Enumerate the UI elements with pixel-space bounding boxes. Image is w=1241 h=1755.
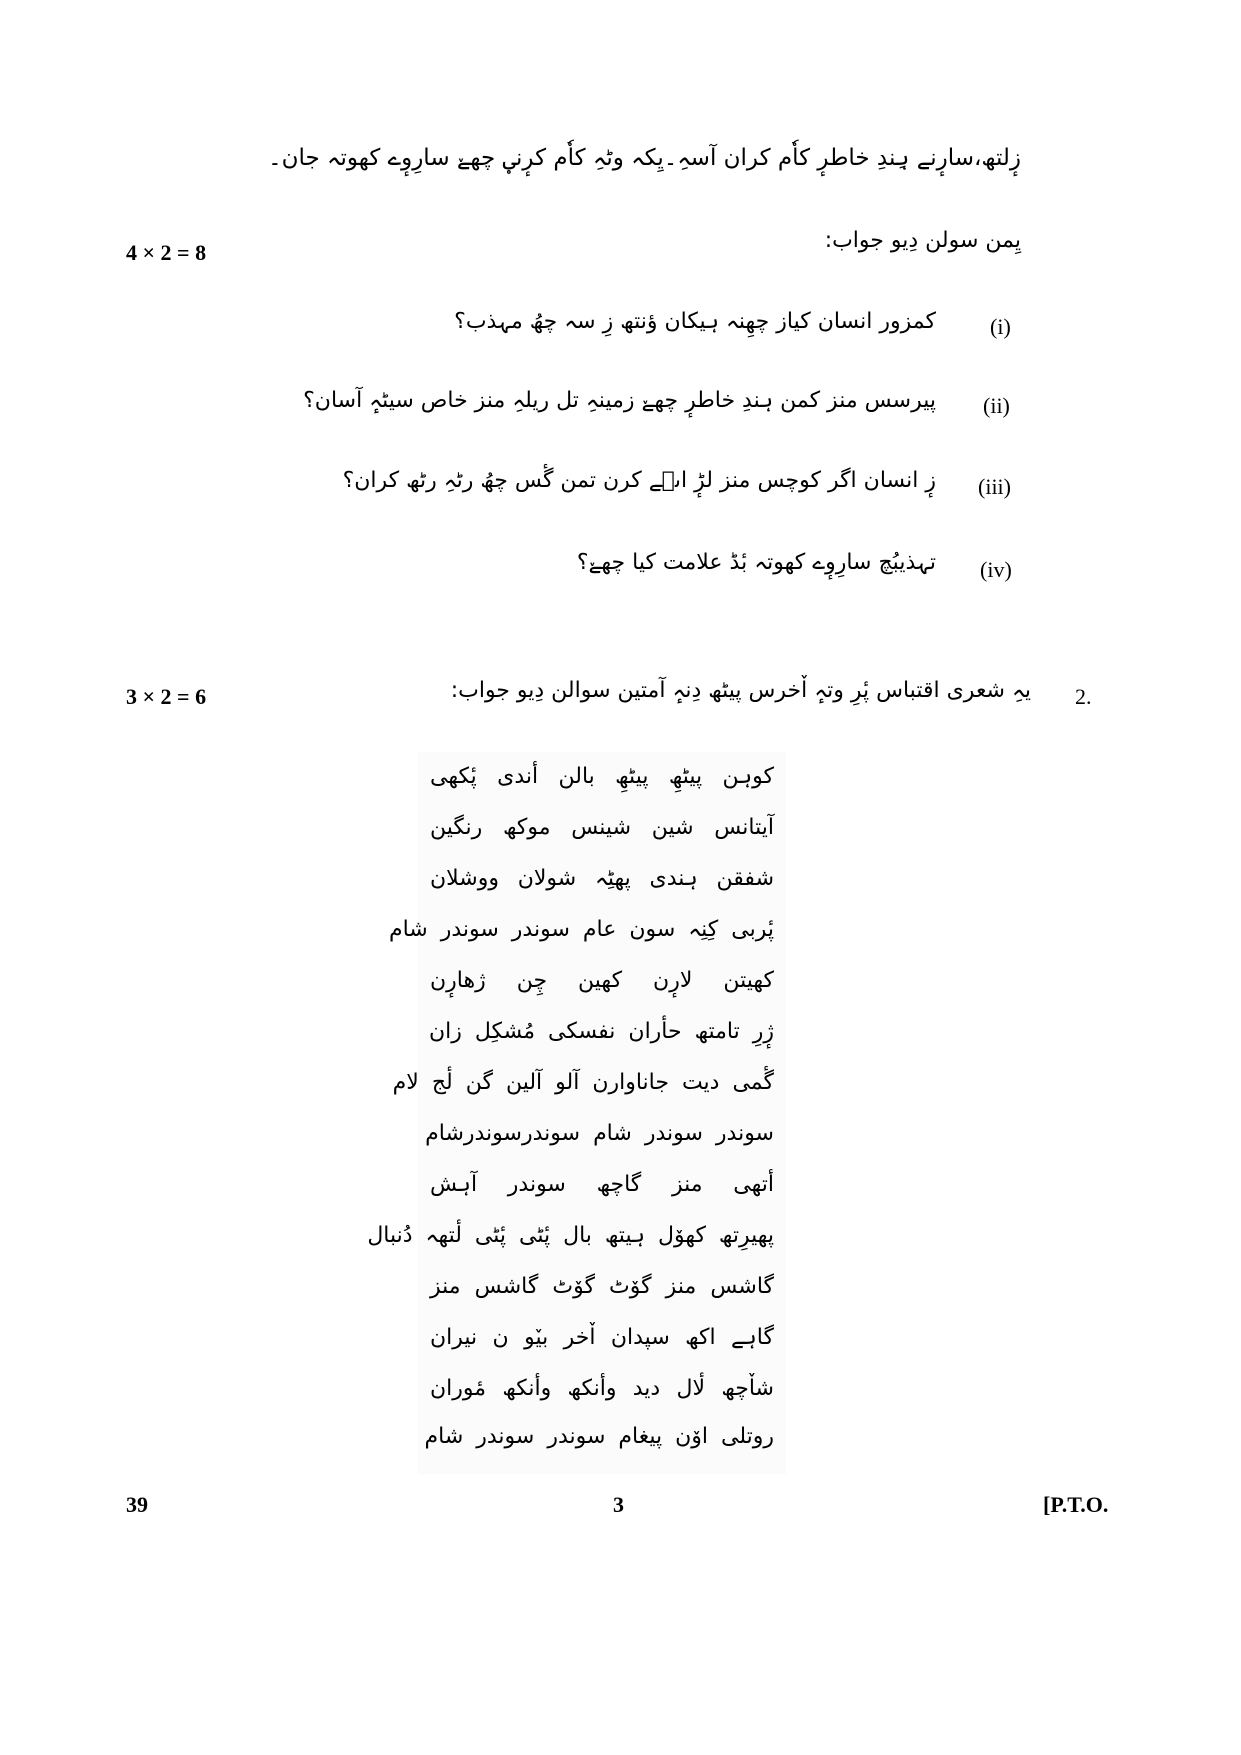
poem-line: سوندر سوندر شام سوندرسوندرشام [425, 1121, 774, 1146]
poem-line: گاہے اکھ سپدان اٚخر بیٚو ن نیران [430, 1325, 774, 1350]
question-i-text: کمزور انسان کیاز چھِنہ ہیکان ؤنتھ زِ سہ چھُ مہذب؟ [454, 309, 936, 334]
question-i-number: (i) [990, 314, 1011, 339]
poem-line: پٔربی کِنِہ سون عام سوندر سوندر شام [388, 917, 774, 942]
intro-line: زٕلتھ،سارٕنے ہِندِ خاطرٕ کاٗم کران آسہِ۔یِکہ وٹہِ کاٗم کرٕنؠ چھےٚ سارِوٕے کھوتہ جان۔ [268, 145, 1021, 171]
poem-line: آیتانس شین شینس موکھ رنگین [430, 815, 774, 840]
question-iii-number: (iii) [978, 474, 1011, 499]
poem-line: کھیتن لارٕن کھین چِن ژھارٕن [430, 968, 774, 993]
section2-instruction: یہِ شعری اقتباس پٔرِ وتہٕ اٚخرس پیٹھ دِنہٕ آمتین سوالن دِیو جواب: [450, 678, 1031, 703]
poem-line: کوہن پیٹھِ پیٹھِ بالن أندی پٔکھی [430, 764, 774, 789]
footer-pto: [P.T.O. [1043, 1492, 1109, 1517]
poem-line: گاشس منز گوٚٹ گوٚٹ گاشس منز [430, 1274, 774, 1299]
section2-marks: 3 × 2 = 6 [126, 684, 207, 709]
footer-page-number: 3 [613, 1492, 624, 1517]
section1-instruction: یِمن سولن دِیو جواب: [824, 228, 1021, 253]
poem-line: روتلی اوٚن پیغام سوندر سوندر شام [424, 1424, 774, 1449]
poem-line: شاٚچھ لٔال دید وأنکھ وأنکھ مٔوران [430, 1376, 774, 1401]
question-ii-number: (ii) [983, 393, 1010, 418]
poem-line: ژٕرِ تامتھ حأران نفسکی مُشکِل زان [428, 1019, 774, 1044]
question-iii-text: زٕ انسان اگر کوچس منز لڑٕ اٮ۪ے کرن تمن گٔس چھُ رٹہِ رٹھ کران؟ [342, 468, 936, 493]
question-ii-text: پیرسس منز کمن ہندِ خاطرٕ چھےٚ زمینہِ تل ریلہِ منز خاص سیٹہٕ آسان؟ [303, 388, 936, 413]
footer-code: 39 [126, 1492, 148, 1517]
question-iv-text: تہذیبُچ سارِوٕے کھوتہ بٔڈ علامت کیا چھےٚ؟ [576, 550, 936, 575]
poem-line: أتھی منز گاچھ سوندر آہش [430, 1172, 774, 1197]
poem-line: شفقن ہندی پھٹِہ شولان ووشلان [430, 866, 774, 891]
poem-block [367, 752, 786, 1474]
poem-line: گٔمی دیت جاناوارن آلو آلین گن لٔج لام [392, 1070, 774, 1095]
section2-number: 2. [1075, 684, 1092, 709]
poem-line: پھیرِتھ کھوٚل ہیتھ بال پٔٹی پٔٹی لٔتھہ دُنبال [367, 1223, 774, 1248]
section1-marks: 4 × 2 = 8 [126, 240, 207, 265]
question-iv-number: (iv) [980, 557, 1012, 582]
